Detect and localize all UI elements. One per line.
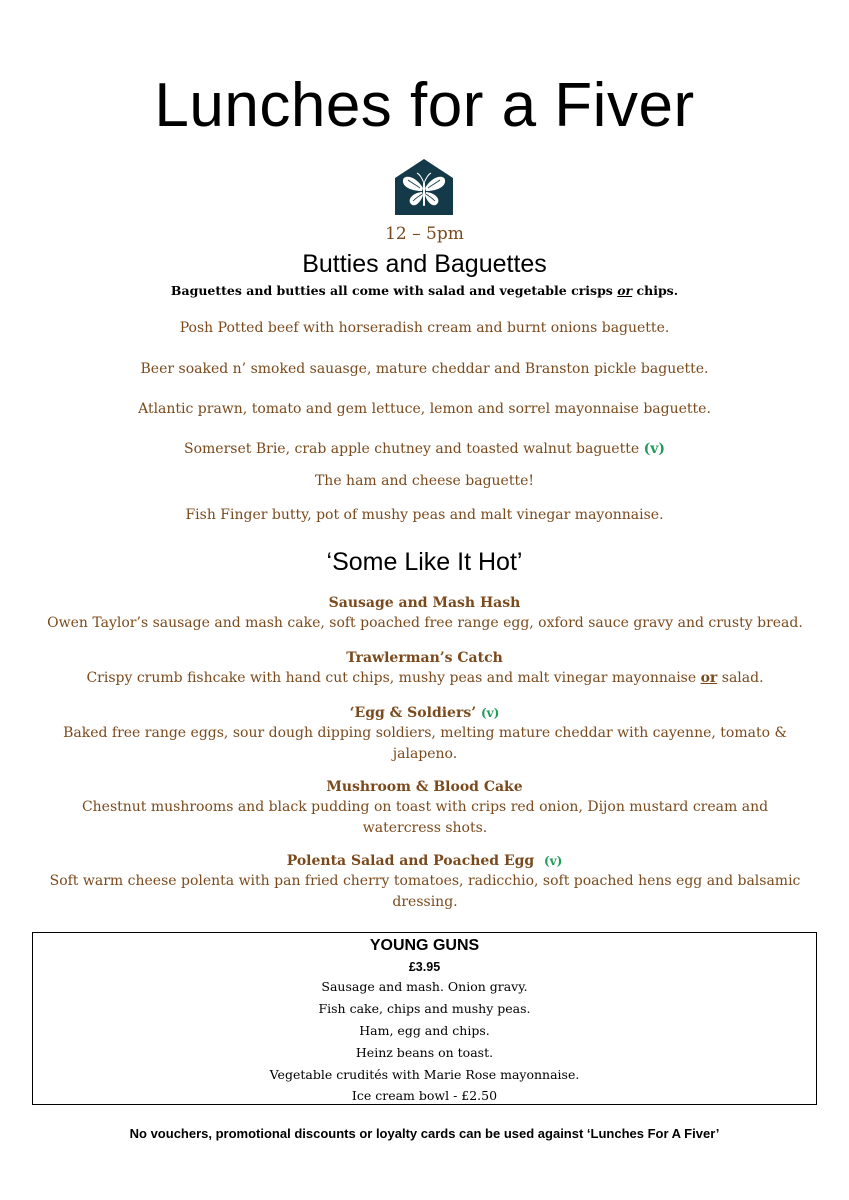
footer-disclaimer: No vouchers, promotional discounts or loyalty cards can be used against ‘Lunches For A Fiver’ <box>129 1126 720 1141</box>
serving-hours: 12 – 5pm <box>385 224 464 244</box>
young-guns-box <box>32 932 817 1105</box>
list-item: Vegetable crudités with Marie Rose mayonnaise. <box>269 1067 580 1082</box>
list-item: Sausage and mash. Onion gravy. <box>321 979 528 994</box>
vegetarian-badge: (v) <box>643 441 665 457</box>
list-item: Ham, egg and chips. <box>359 1023 490 1038</box>
dish-name: Mushroom & Blood Cake <box>326 779 523 795</box>
list-item: Beer soaked n’ smoked sauasge, mature cheddar and Branston pickle baguette. <box>140 361 709 377</box>
section-title-hot: ‘Some Like It Hot’ <box>326 548 523 576</box>
butties-note: Baguettes and butties all come with salad and vegetable crisps or chips. <box>170 283 679 298</box>
dish-name: ‘Egg & Soldiers’ (v) <box>349 705 500 721</box>
list-item: Heinz beans on toast. <box>355 1045 494 1060</box>
list-item: Somerset Brie, crab apple chutney and toasted walnut baguette (v) <box>184 441 665 457</box>
section-title-butties: Butties and Baguettes <box>302 250 547 278</box>
dish-name: Polenta Salad and Poached Egg (v) <box>286 853 563 869</box>
dish-description: Soft warm cheese polenta with pan fried cherry tomatoes, radicchio, soft poached hens egg and balsamic dressing. <box>49 873 801 910</box>
vegetarian-badge: (v) <box>543 854 563 868</box>
list-item: Posh Potted beef with horseradish cream and burnt onions baguette. <box>179 320 670 336</box>
butterfly-house-icon <box>394 158 454 216</box>
dish-description: Chestnut mushrooms and black pudding on toast with crips red onion, Dijon mustard cream and watercress shots. <box>81 799 769 836</box>
list-item: Fish cake, chips and mushy peas. <box>318 1001 531 1016</box>
dish-name: Trawlerman’s Catch <box>346 650 503 666</box>
young-guns-title: YOUNG GUNS <box>369 937 480 954</box>
list-item: Fish Finger butty, pot of mushy peas and malt vinegar mayonnaise. <box>185 507 664 523</box>
list-item: Atlantic prawn, tomato and gem lettuce, lemon and sorrel mayonnaise baguette. <box>138 401 711 417</box>
page-title: Lunches for a Fiver <box>154 71 695 140</box>
dish-name: Sausage and Mash Hash <box>328 595 521 611</box>
dish-description: Crispy crumb fishcake with hand cut chips, mushy peas and malt vinegar mayonnaise or salad. <box>86 670 764 686</box>
dish-description: Baked free range eggs, sour dough dipping soldiers, melting mature cheddar with cayenne, tomato & jalapeno. <box>63 725 787 762</box>
vegetarian-badge: (v) <box>480 706 500 720</box>
young-guns-price: £3.95 <box>408 960 441 974</box>
list-item: Ice cream bowl - £2.50 <box>351 1088 498 1103</box>
list-item: The ham and cheese baguette! <box>314 473 535 489</box>
dish-description: Owen Taylor’s sausage and mash cake, soft poached free range egg, oxford sauce gravy and crusty bread. <box>47 615 803 631</box>
